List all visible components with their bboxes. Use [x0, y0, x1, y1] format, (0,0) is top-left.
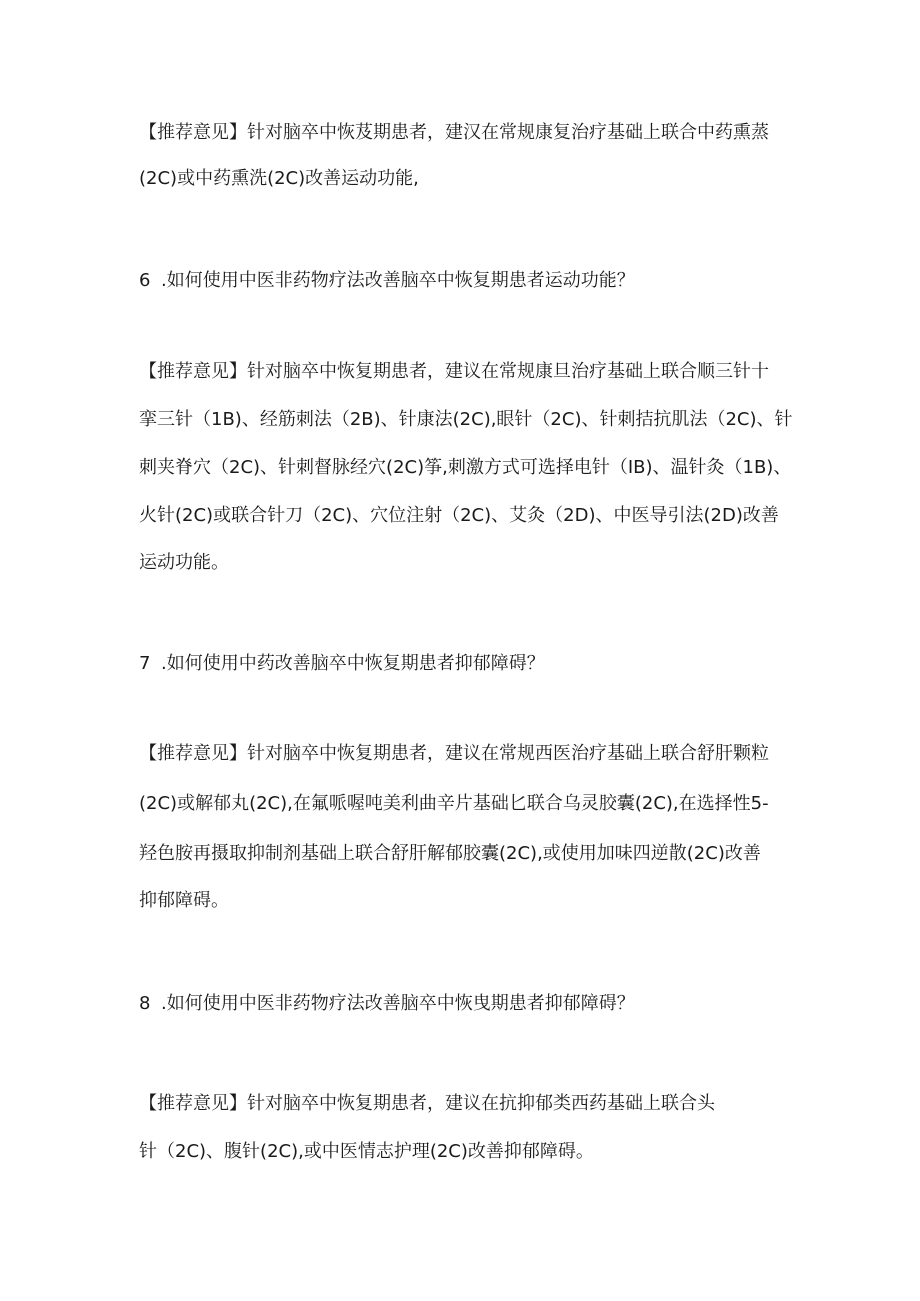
question-number: 7 [139, 653, 151, 674]
recommendation-line: 抑郁障碍。 [139, 890, 229, 911]
recommendation-line: 【推荐意见】针对脑卒中恢复期患者，建议在常规康旦治疗基础上联合顺三针十 [139, 361, 769, 382]
question-heading-8 [139, 992, 635, 1016]
recommendation-line: 运动功能。 [139, 552, 229, 573]
recommendation-line: 火针(2C)或联合针刀（2C)、穴位注射（2C)、艾灸（2D)、中医导引法(2D)改善 [139, 505, 779, 526]
question-text: .如何使用中医非药物疗法改善脑卒中恢曳期患者抑郁障碍？ [161, 993, 635, 1014]
recommendation-line: (2C)或中药熏洗(2C)改善运动功能, [139, 168, 419, 189]
recommendation-line: 针（2C)、腹针(2C),或中医情志护理(2C)改善抑郁障碍。 [139, 1141, 594, 1162]
question-number: 6 [139, 270, 151, 291]
question-text: .如何使用中药改善脑卒中恢复期患者抑郁障碍？ [161, 653, 545, 674]
recommendation-line: 挛三针（1B)、经筋刺法（2B)、针康法(2C),眼针（2C)、针刺拮抗肌法（2C)、针 [139, 409, 793, 430]
question-heading-7 [139, 652, 545, 676]
recommendation-line: 【推荐意见】针对脑卒中恢复期患者，建议在抗抑郁类西药基础上联合头 [139, 1093, 715, 1114]
question-text: .如何使用中医非药物疗法改善脑卒中恢复期患者运动功能？ [161, 270, 635, 291]
recommendation-line: 【推荐意见】针对脑卒中恢复期患者，建议在常规西医治疗基础上联合舒肝颗粒 [139, 743, 769, 764]
recommendation-line: 羟色胺再摄取抑制剂基础上联合舒肝解郁胶囊(2C),或使用加味四逆散(2C)改善 [139, 843, 761, 864]
recommendation-line: (2C)或解郁丸(2C),在氟哌喔吨美利曲辛片基础匕联合乌灵胶囊(2C),在选择性5- [139, 793, 769, 814]
question-number: 8 [139, 993, 151, 1014]
recommendation-line: 【推荐意见】针对脑卒中恢芨期患者，建汉在常规康复治疗基础上联合中药熏蒸 [139, 122, 769, 143]
question-heading-6 [139, 269, 635, 293]
recommendation-line: 刺夹脊穴（2C)、针刺督脉经穴(2C)筝,刺激方式可选择电针（IB)、温针灸（1B)、 [139, 457, 792, 478]
